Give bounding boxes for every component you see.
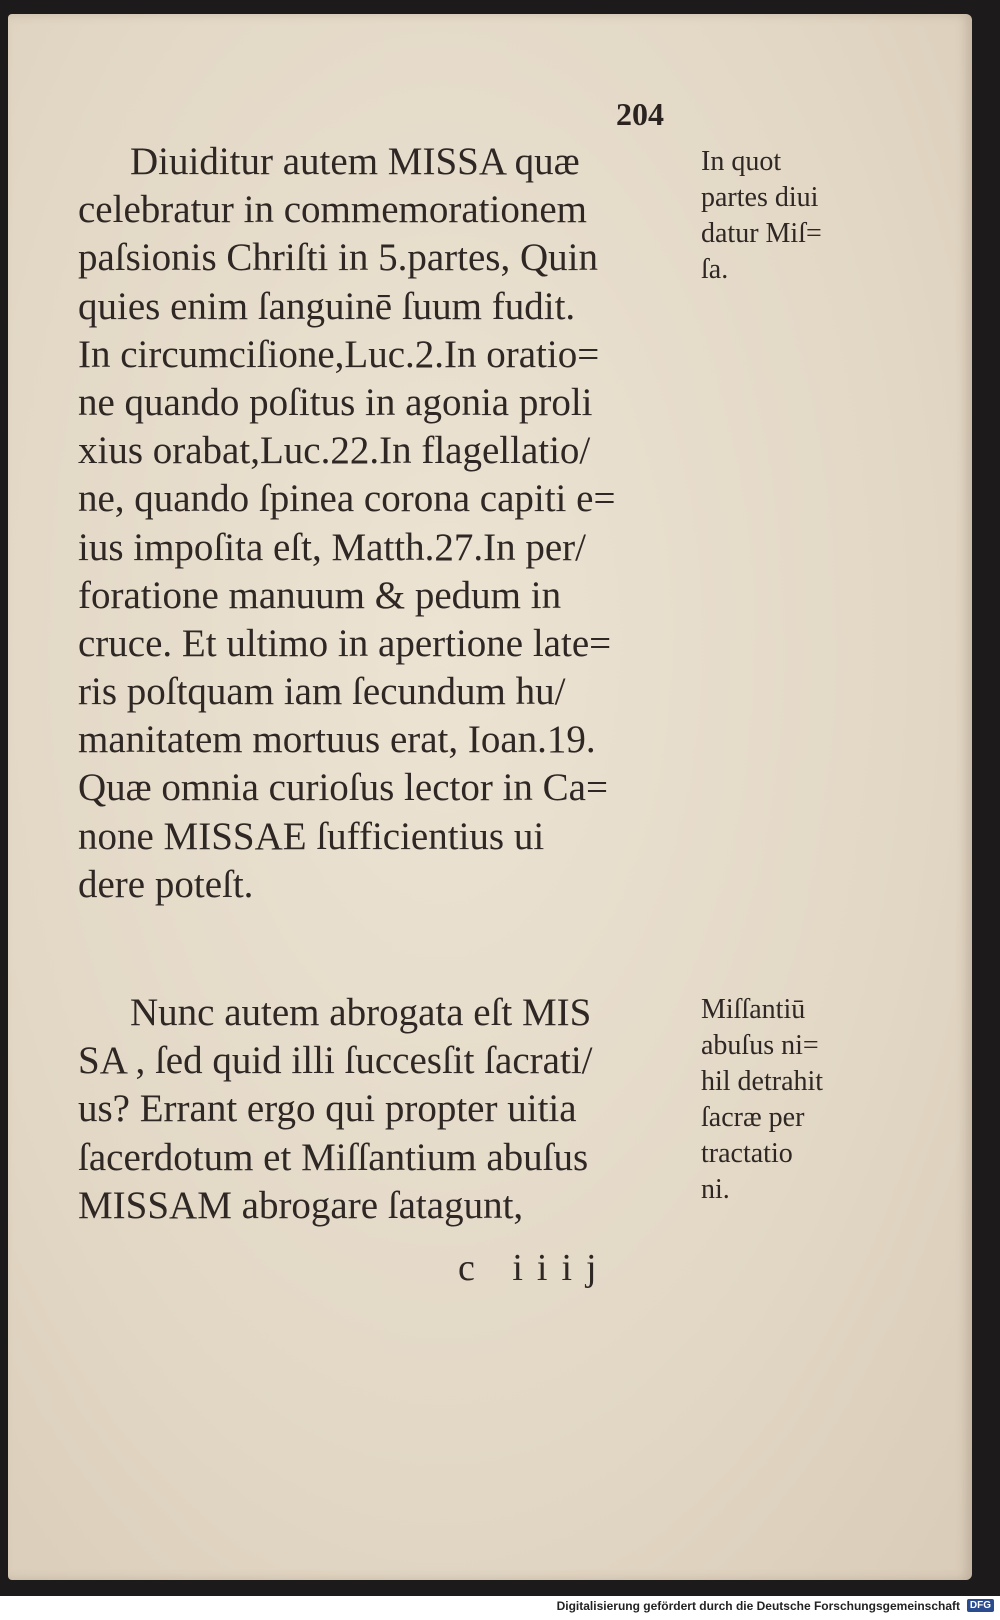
text-line: paſsionis Chriſti in 5.partes, Quin <box>78 236 598 280</box>
margin-note-1 <box>701 144 881 288</box>
text-line: manitatem mortuus erat, Ioan.19. <box>78 718 596 762</box>
footer-bar <box>0 1596 1000 1620</box>
text-line: celebratur in commemorationem <box>78 188 587 232</box>
note-line: Miſſantiū <box>701 994 806 1025</box>
note-line: ni. <box>701 1174 730 1205</box>
book-page <box>8 14 972 1580</box>
text-line: xius orabat,Luc.22.In flagellatio/ <box>78 429 591 473</box>
note-line: In quot <box>701 146 782 177</box>
note-line: abuſus ni= <box>701 1030 819 1061</box>
note-line: tractatio <box>701 1138 793 1169</box>
text-line: dere poteſt. <box>78 862 254 906</box>
text-line: Nunc autem abrogata eſt MIS <box>130 991 592 1034</box>
text-line: MISSAM abrogare ſatagunt, <box>78 1183 524 1227</box>
funding-credit: Digitalisierung gefördert durch die Deutsche Forschungsgemeinschaft <box>556 1599 960 1613</box>
dfg-logo: DFG <box>967 1599 994 1612</box>
signature-mark: c iiij <box>458 1247 611 1289</box>
margin-note-2 <box>701 992 881 1208</box>
note-line: ſa. <box>701 254 729 285</box>
text-line: In circumciſione,Luc.2.In oratio= <box>78 332 600 376</box>
note-line: hil detrahit <box>701 1066 824 1097</box>
text-line: us? Errant ergo qui propter uitia <box>78 1087 577 1131</box>
text-line: Quæ omnia curioſus lector in Ca= <box>78 766 608 810</box>
text-line: ſacerdotum et Miſſantium abuſus <box>78 1135 589 1179</box>
text-line: ris poſtquam iam ſecundum hu/ <box>78 670 566 714</box>
page-number: 204 <box>616 96 664 132</box>
text-line: quies enim ſanguinē ſuum fudit. <box>78 284 576 328</box>
text-line: foratione manuum & pedum in <box>78 573 562 617</box>
note-line: ſacræ per <box>701 1102 805 1133</box>
text-line: ne quando poſitus in agonia proli <box>78 380 593 424</box>
text-line: ius impoſita eſt, Matth.27.In per/ <box>78 525 587 569</box>
text-line: Diuiditur autem MISSA quæ <box>130 140 580 183</box>
text-line: none MISSAE ſufficientius ui <box>78 814 545 858</box>
text-line: SA , ſed quid illi ſuccesſit ſacrati/ <box>78 1039 593 1083</box>
paragraph-1 <box>78 138 698 909</box>
note-line: partes diui <box>701 182 819 213</box>
paragraph-2 <box>78 989 698 1230</box>
text-line: ne, quando ſpinea corona capiti e= <box>78 477 616 521</box>
text-line: cruce. Et ultimo in apertione late= <box>78 621 612 665</box>
note-line: datur Miſ= <box>701 218 822 249</box>
